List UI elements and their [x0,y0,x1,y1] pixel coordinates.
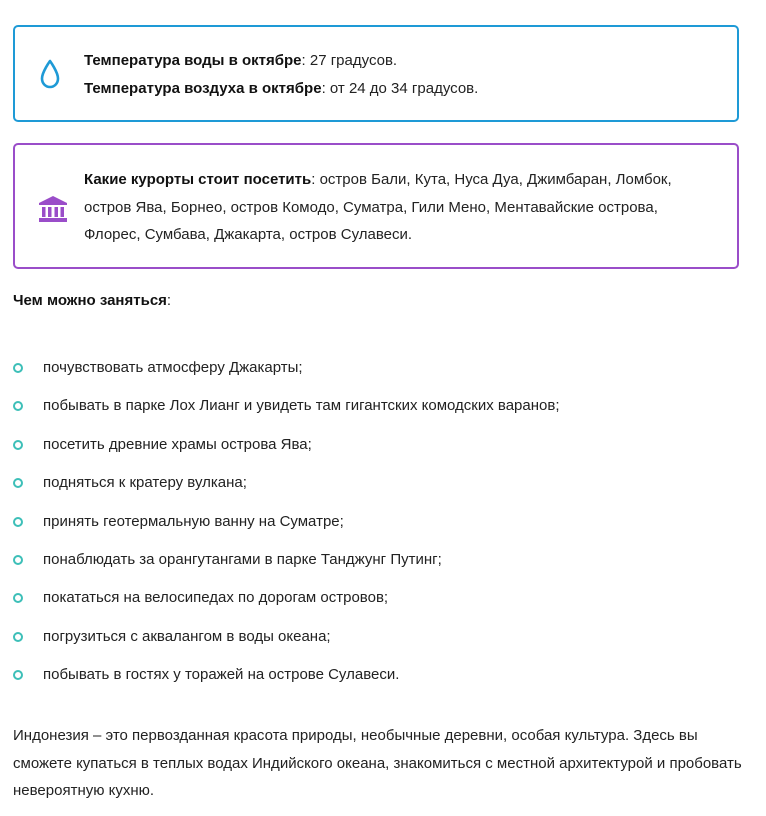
water-box-text [84,47,713,102]
resorts-box [13,143,739,269]
list-item-text: принять геотермальную ванну на Суматре; [43,512,344,530]
resorts-list: : остров Бали, Кута, Нуса Дуа, Джимбаран, Ломбок, остров Ява, Борнео, остров Комодо, Суматра, Гили Мено, Ментавайские острова, Флорес, Сумбава, Джакарта, остров Сулавеси. [84,171,672,243]
activities-heading-label: Чем можно заняться [13,292,167,309]
water-temperature-label: Температура воды в октябре [84,52,302,69]
air-temperature-label: Температура воздуха в октябре [84,79,322,97]
list-item [13,432,560,470]
indonesia-paragraph: Индонезия – это первозданная красота природы, необычные деревни, особая культура. Здесь вы сможете купаться в теплых водах Индийского океана, знакомиться с местной архитектурой и пробовать невероятную кухню. [13,727,742,799]
list-item [13,662,560,700]
list-item-text: почувствовать атмосферу Джакарты; [43,359,303,376]
list-item [13,355,560,393]
list-item-text: посетить древние храмы острова Ява; [43,435,312,453]
list-item [13,393,560,431]
water-drop-icon [39,59,61,93]
list-item [13,585,560,623]
list-item-text: покататься на велосипедах по дорогам островов; [43,589,389,607]
circle-bullet-icon [13,593,23,603]
air-temperature-line [84,75,713,103]
circle-bullet-icon [13,401,23,411]
activities-heading-colon: : [166,292,172,309]
circle-bullet-icon [13,363,23,373]
activities-heading [13,290,171,312]
list-item [13,547,560,585]
list-item-text: побывать в гостях у торажей на острове Сулавеси. [43,666,400,684]
circle-bullet-icon [13,478,23,488]
list-item-text: подняться к кратеру вулкана; [43,474,247,492]
circle-bullet-icon [13,517,23,527]
activities-list [13,355,560,701]
list-item [13,470,560,508]
circle-bullet-icon [13,440,23,450]
circle-bullet-icon [13,555,23,565]
circle-bullet-icon [13,670,23,680]
water-temperature-value: : 27 градусов. [301,52,398,69]
list-item-text: понаблюдать за орангутангами в парке Танджунг Путинг; [43,550,442,568]
resorts-label: Какие курорты стоит посетить [84,171,312,188]
water-temperature-line [84,47,713,75]
bank-building-icon [37,194,69,228]
air-temperature-value: : от 24 до 34 градусов. [321,79,479,97]
resorts-box-text [84,166,713,249]
water-temperature-box [13,25,739,122]
list-item-text: побывать в парке Лох Лианг и увидеть там гигантских комодских варанов; [43,397,560,415]
list-item-text: погрузиться с аквалангом в воды океана; [43,627,331,645]
list-item [13,624,560,662]
list-item [13,509,560,547]
circle-bullet-icon [13,632,23,642]
